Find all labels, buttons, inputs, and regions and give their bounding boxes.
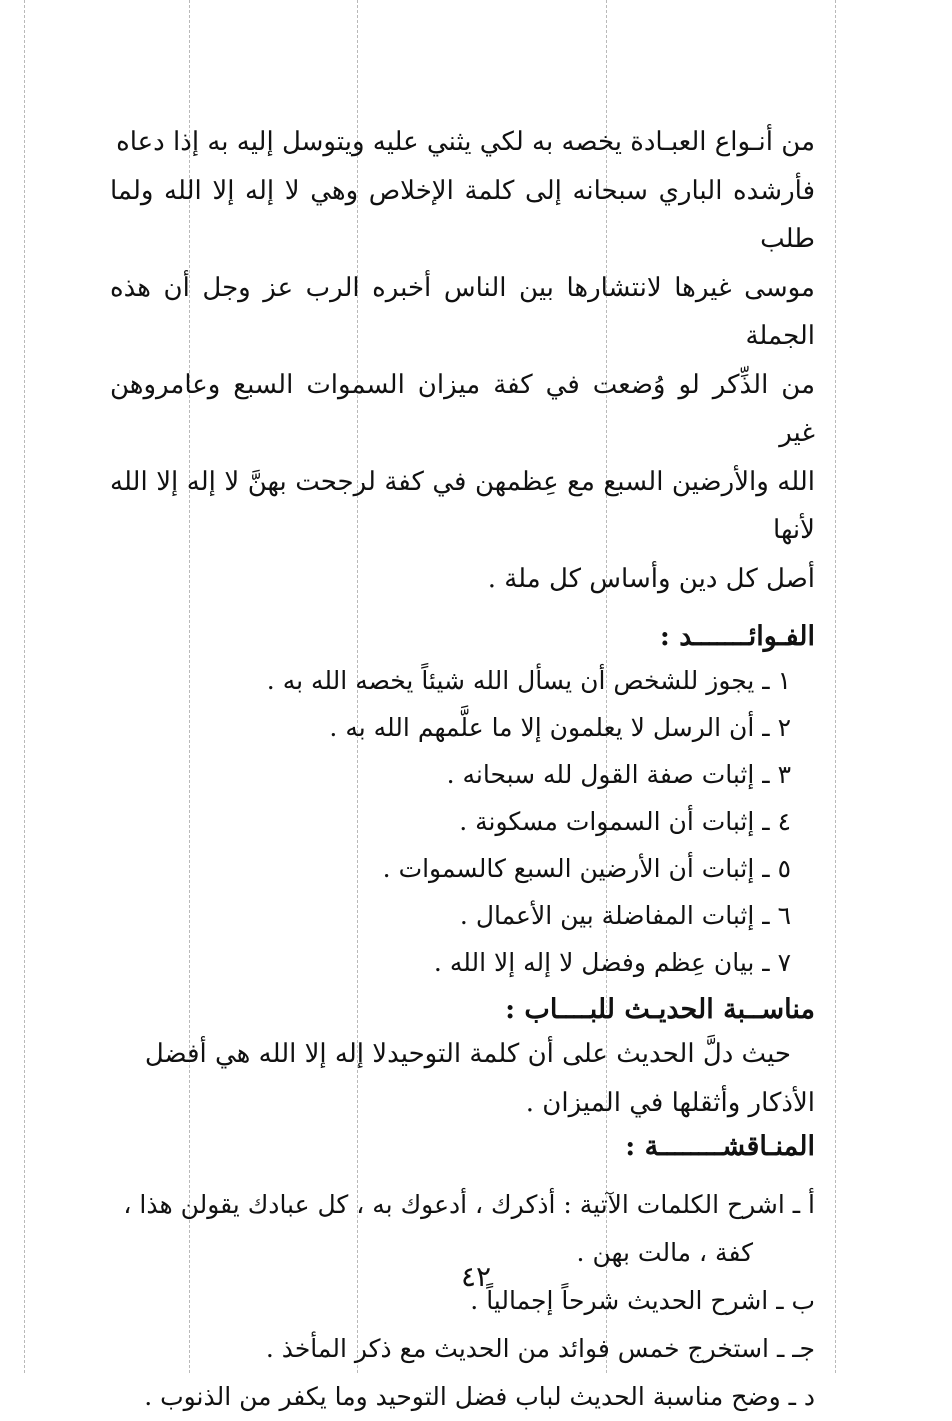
benefits-list bbox=[110, 657, 815, 986]
question-item: ب ـ اشرح الحديث شرحاً إجمالياً . bbox=[470, 1286, 815, 1315]
list-item: ٦ ـ إثبات المفاضلة بين الأعمال . bbox=[459, 901, 791, 930]
body-line: أصل كل دين وأساس كل ملة . bbox=[487, 563, 815, 594]
list-item: ٢ ـ أن الرسل لا يعلمون إلا ما علَّمهم الله به . bbox=[329, 713, 791, 742]
list-item: ٤ ـ إثبات أن السموات مسكونة . bbox=[459, 807, 791, 836]
relevance-line: حيث دلَّ الحديث على أن كلمة التوحيدلا إله إلا الله هي أفضل bbox=[144, 1039, 791, 1069]
body-line: موسى غيرها لانتشارها بين الناس أخبره الرب عز وجل أن هذه الجملة bbox=[110, 272, 815, 351]
question-continuation: كفة ، مالت بهن . bbox=[576, 1238, 753, 1267]
list-item: ٥ ـ إثبات أن الأرضين السبع كالسموات . bbox=[382, 854, 791, 883]
benefits-heading: الفـوائـــــــد : bbox=[659, 621, 815, 652]
body-line: فأرشده الباري سبحانه إلى كلمة الإخلاص وهي لا إله إلا الله ولما طلب bbox=[110, 175, 815, 254]
relevance-paragraph bbox=[110, 1030, 815, 1127]
body-line: الله والأرضين السبع مع عِظمهن في كفة لرجحت بهنَّ لا إله إلا الله لأنها bbox=[110, 466, 815, 545]
question-text: أ ـ اشرح الكلمات الآتية : أذكرك ، أدعوك به ، كل عبادك يقولن هذا ، bbox=[123, 1190, 815, 1219]
list-item: ٧ ـ بيان عِظم وفضل لا إله إلا الله . bbox=[433, 948, 791, 977]
relevance-heading: مناســبة الحديـث للبــــاب : bbox=[505, 994, 815, 1025]
question-item: جـ ـ استخرج خمس فوائد من الحديث مع ذكر المأخذ . bbox=[265, 1334, 815, 1363]
document-page bbox=[110, 118, 815, 1421]
body-paragraph bbox=[110, 118, 815, 603]
discussion-heading: المنـاقشــــــــة : bbox=[625, 1131, 815, 1162]
question-item: د ـ وضح مناسبة الحديث لباب فضل التوحيد وما يكفر من الذنوب . bbox=[144, 1382, 815, 1411]
list-item: ١ ـ يجوز للشخص أن يسأل الله شيئاً يخصه الله به . bbox=[266, 666, 791, 695]
relevance-line: الأذكار وأثقلها في الميزان . bbox=[525, 1087, 815, 1118]
body-line: من الذِّكر لو وُضعت في كفة ميزان السموات السبع وعامروهن غير bbox=[110, 369, 815, 448]
page-number: ٤٢ bbox=[460, 1260, 492, 1293]
discussion-questions bbox=[110, 1181, 815, 1421]
body-line: من أنـواع العبـادة يخصه به لكي يثني عليه ويتوسل إليه به إذا دعاه bbox=[116, 127, 815, 157]
list-item: ٣ ـ إثبات صفة القول لله سبحانه . bbox=[446, 760, 791, 789]
